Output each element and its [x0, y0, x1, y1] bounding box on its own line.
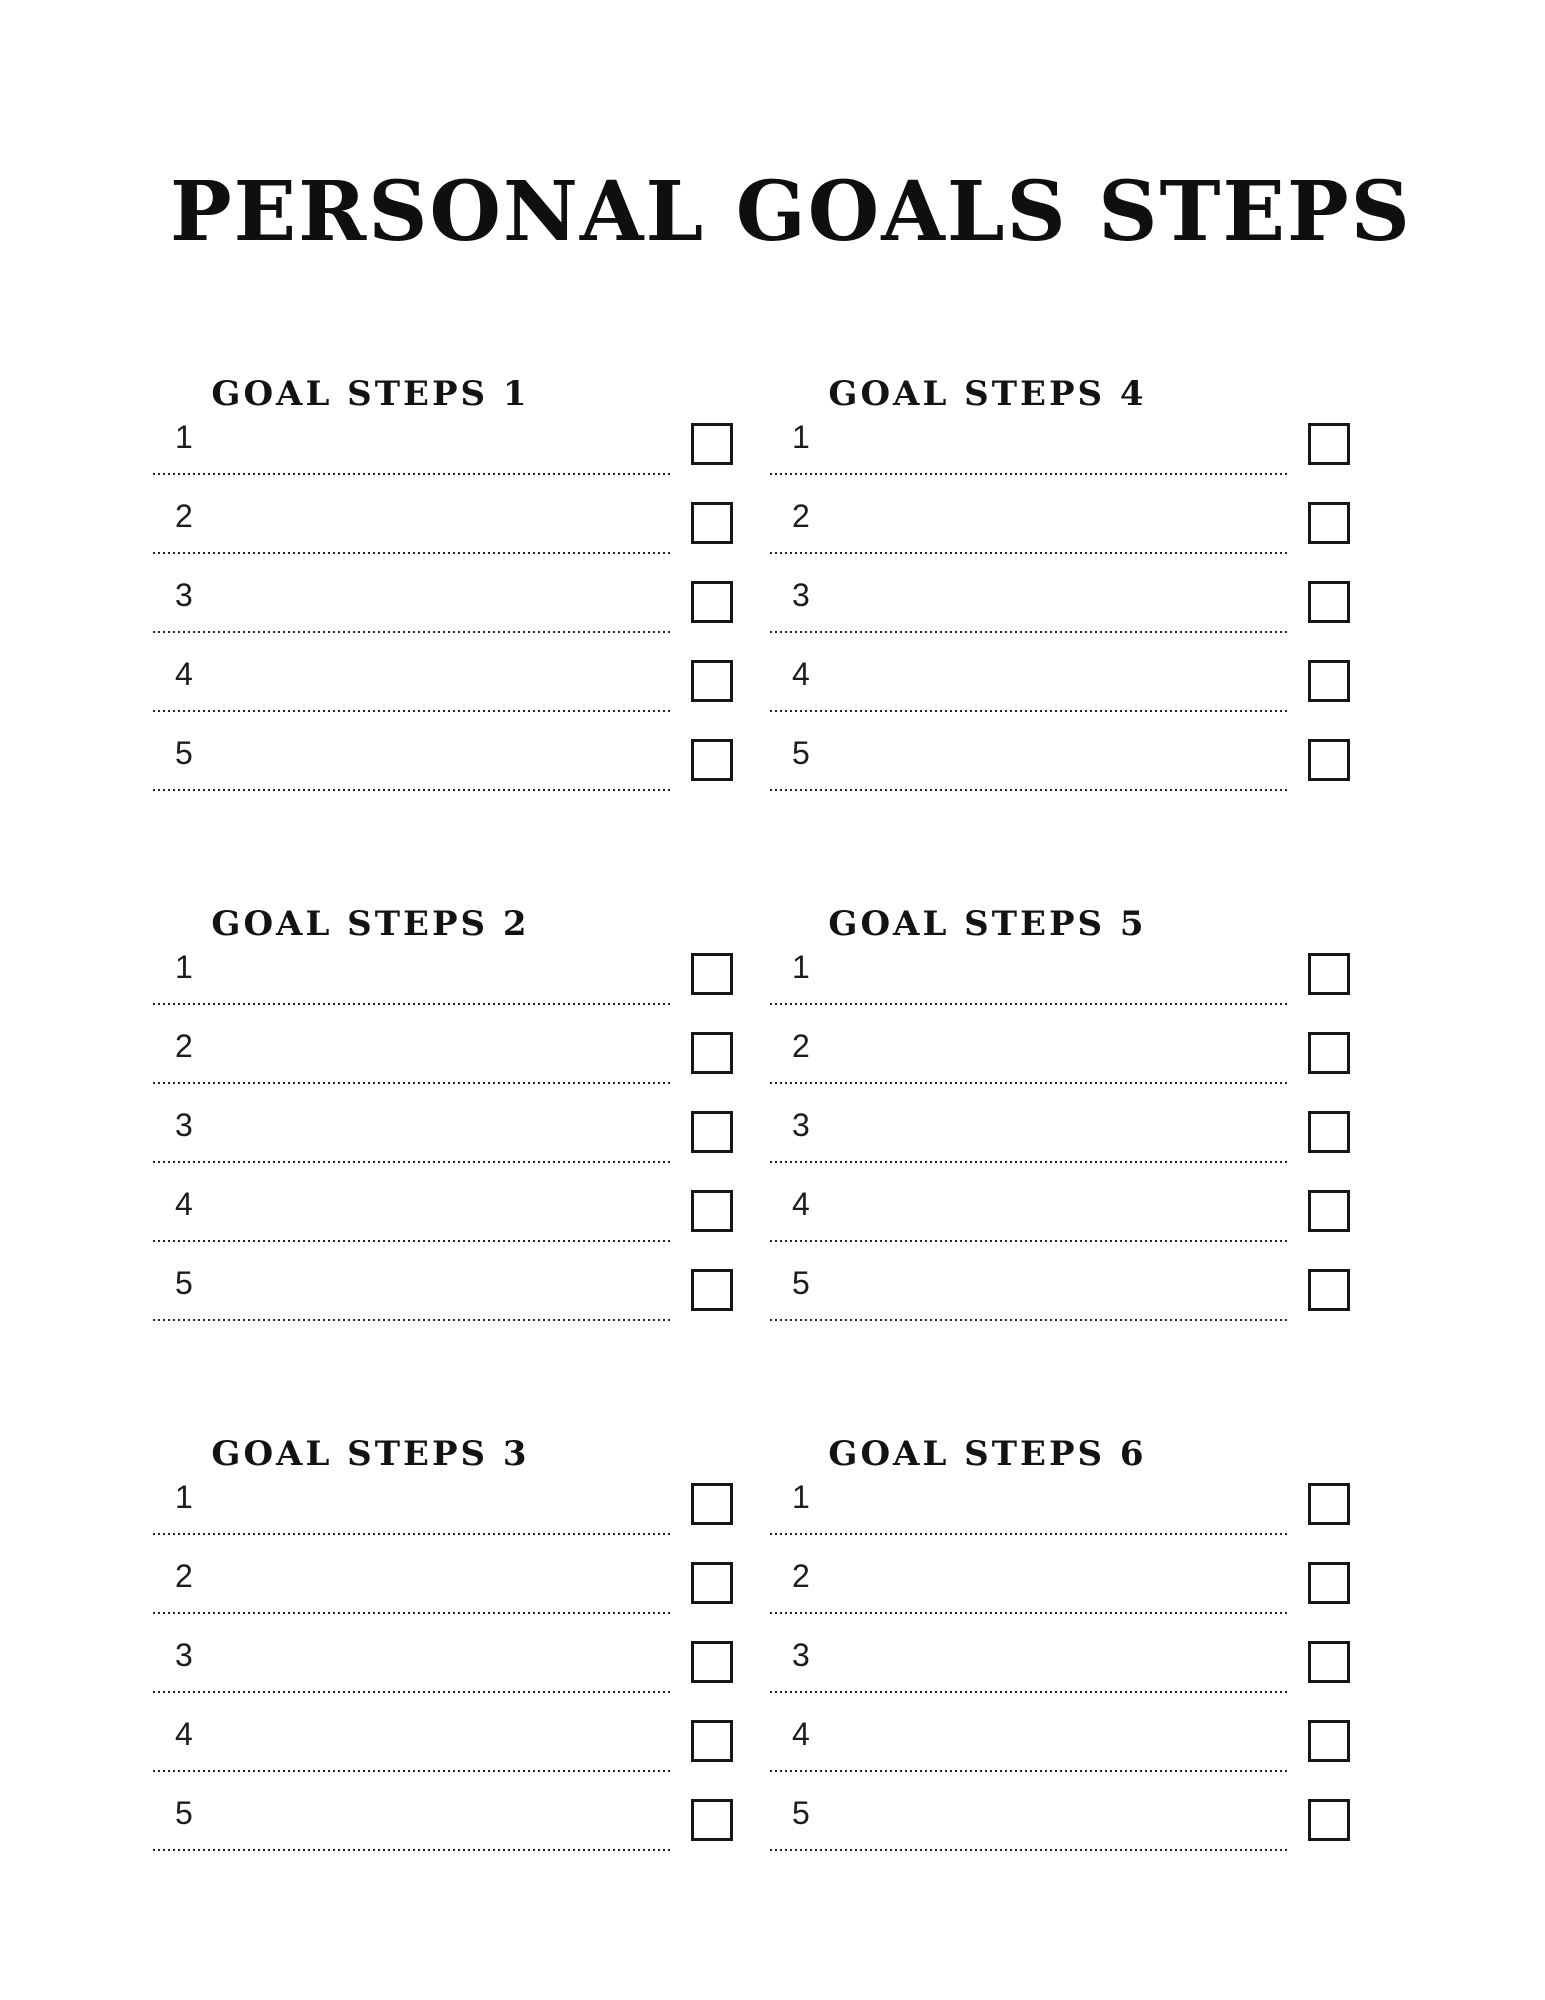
step-number: 3 [175, 1637, 193, 1673]
goal-section-6 [770, 1435, 1350, 1897]
step-checkbox[interactable] [1308, 1562, 1350, 1604]
step-checkbox[interactable] [691, 1111, 733, 1153]
step-checkbox[interactable] [1308, 423, 1350, 465]
step-row [153, 1242, 733, 1321]
step-row [770, 926, 1350, 1005]
step-number: 4 [792, 656, 810, 692]
step-number: 4 [175, 656, 193, 692]
step-checkbox[interactable] [1308, 1483, 1350, 1525]
step-number: 3 [175, 1107, 193, 1143]
step-number: 4 [175, 1186, 193, 1222]
step-checkbox[interactable] [691, 423, 733, 465]
section-title: GOAL STEPS 4 [828, 374, 1147, 414]
step-number: 2 [175, 1028, 193, 1064]
steps-list [153, 926, 733, 1321]
step-number: 2 [792, 1558, 810, 1594]
step-write-line[interactable] [153, 1849, 672, 1851]
step-number: 3 [792, 1637, 810, 1673]
step-number: 2 [175, 498, 193, 534]
steps-list [770, 926, 1350, 1321]
goal-section-1 [153, 375, 733, 837]
step-row [770, 1772, 1350, 1851]
step-row [153, 396, 733, 475]
step-number: 1 [792, 1479, 810, 1515]
step-row [153, 1084, 733, 1163]
goal-section-4 [770, 375, 1350, 837]
step-checkbox[interactable] [691, 581, 733, 623]
step-number: 5 [792, 1265, 810, 1301]
step-row [153, 1163, 733, 1242]
step-row [153, 1693, 733, 1772]
step-number: 5 [175, 1265, 193, 1301]
step-write-line[interactable] [770, 1849, 1289, 1851]
step-number: 5 [792, 1795, 810, 1831]
step-row [153, 926, 733, 1005]
steps-list [770, 396, 1350, 791]
step-number: 4 [175, 1716, 193, 1752]
step-number: 3 [792, 1107, 810, 1143]
step-checkbox[interactable] [691, 1483, 733, 1525]
step-row [770, 1163, 1350, 1242]
step-checkbox[interactable] [691, 1032, 733, 1074]
step-row [770, 1005, 1350, 1084]
step-number: 1 [175, 419, 193, 455]
step-row [770, 1084, 1350, 1163]
step-checkbox[interactable] [1308, 739, 1350, 781]
step-write-line[interactable] [770, 789, 1289, 791]
step-row [770, 1456, 1350, 1535]
section-title: GOAL STEPS 6 [828, 1434, 1147, 1474]
step-checkbox[interactable] [1308, 1641, 1350, 1683]
step-checkbox[interactable] [691, 1269, 733, 1311]
step-checkbox[interactable] [1308, 1720, 1350, 1762]
step-checkbox[interactable] [1308, 581, 1350, 623]
step-checkbox[interactable] [691, 953, 733, 995]
step-row [770, 1693, 1350, 1772]
step-row [770, 712, 1350, 791]
step-checkbox[interactable] [691, 1720, 733, 1762]
step-checkbox[interactable] [691, 1190, 733, 1232]
step-row [153, 1005, 733, 1084]
step-checkbox[interactable] [1308, 1269, 1350, 1311]
step-row [153, 1772, 733, 1851]
section-title: GOAL STEPS 2 [211, 904, 530, 944]
steps-list [153, 1456, 733, 1851]
step-number: 4 [792, 1186, 810, 1222]
step-number: 5 [175, 735, 193, 771]
step-number: 1 [175, 949, 193, 985]
step-checkbox[interactable] [1308, 1032, 1350, 1074]
goal-section-3 [153, 1435, 733, 1897]
step-number: 1 [792, 949, 810, 985]
step-checkbox[interactable] [691, 502, 733, 544]
step-write-line[interactable] [153, 789, 672, 791]
step-number: 2 [792, 1028, 810, 1064]
step-row [153, 633, 733, 712]
step-row [770, 396, 1350, 475]
step-row [153, 1456, 733, 1535]
step-number: 5 [792, 735, 810, 771]
step-row [770, 633, 1350, 712]
step-checkbox[interactable] [1308, 1799, 1350, 1841]
step-checkbox[interactable] [691, 1799, 733, 1841]
steps-list [770, 1456, 1350, 1851]
step-number: 2 [175, 1558, 193, 1594]
section-title: GOAL STEPS 1 [211, 374, 530, 414]
step-row [770, 554, 1350, 633]
step-number: 4 [792, 1716, 810, 1752]
step-checkbox[interactable] [1308, 502, 1350, 544]
step-number: 1 [792, 419, 810, 455]
step-number: 3 [175, 577, 193, 613]
step-row [770, 1242, 1350, 1321]
step-number: 1 [175, 1479, 193, 1515]
page-title: PERSONAL GOALS STEPS [170, 163, 1412, 260]
step-checkbox[interactable] [691, 1562, 733, 1604]
goal-section-2 [153, 905, 733, 1367]
step-row [770, 475, 1350, 554]
step-checkbox[interactable] [691, 1641, 733, 1683]
section-title: GOAL STEPS 5 [828, 904, 1147, 944]
step-row [153, 1614, 733, 1693]
step-row [153, 712, 733, 791]
step-checkbox[interactable] [691, 739, 733, 781]
step-checkbox[interactable] [1308, 660, 1350, 702]
step-row [153, 1535, 733, 1614]
step-checkbox[interactable] [691, 660, 733, 702]
steps-list [153, 396, 733, 791]
step-row [770, 1535, 1350, 1614]
step-write-line[interactable] [770, 1319, 1289, 1321]
section-title: GOAL STEPS 3 [211, 1434, 530, 1474]
goal-section-5 [770, 905, 1350, 1367]
step-row [770, 1614, 1350, 1693]
step-checkbox[interactable] [1308, 1111, 1350, 1153]
step-checkbox[interactable] [1308, 953, 1350, 995]
step-number: 3 [792, 577, 810, 613]
step-row [153, 475, 733, 554]
step-number: 2 [792, 498, 810, 534]
step-number: 5 [175, 1795, 193, 1831]
step-write-line[interactable] [153, 1319, 672, 1321]
step-row [153, 554, 733, 633]
step-checkbox[interactable] [1308, 1190, 1350, 1232]
